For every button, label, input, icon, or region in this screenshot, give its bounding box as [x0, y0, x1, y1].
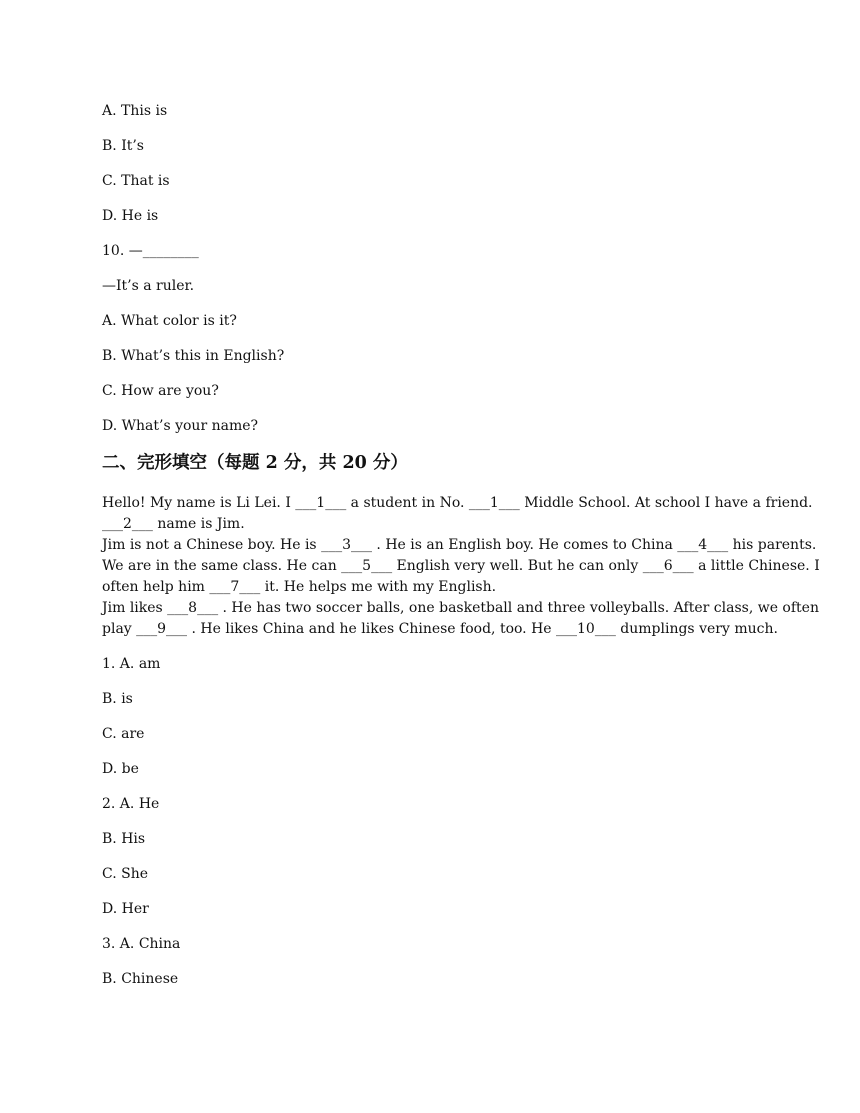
- passage-line: Jim likes ___8___ . He has two soccer balls, one basketball and three volleyballs. After class, we often: [102, 600, 819, 616]
- q1-option-c: C. are: [102, 726, 145, 742]
- passage-line: Jim is not a Chinese boy. He is ___3___ . He is an English boy. He comes to China ___4___ his parents.: [102, 537, 817, 553]
- q2-option-a: 2. A. He: [102, 796, 160, 812]
- q1-option-d: D. be: [102, 761, 139, 777]
- q9-option-d: D. He is: [102, 208, 159, 224]
- q1-option-a: 1. A. am: [102, 656, 161, 672]
- passage-line: We are in the same class. He can ___5___ English very well. But he can only ___6___ a little Chinese. I: [102, 558, 820, 574]
- passage-line: ___2___ name is Jim.: [102, 516, 245, 532]
- q1-option-b: B. is: [102, 691, 133, 707]
- passage-line: play ___9___ . He likes China and he likes Chinese food, too. He ___10___ dumplings very much.: [102, 621, 778, 637]
- passage-line: often help him ___7___ it. He helps me with my English.: [102, 579, 497, 595]
- q10-stem: 10. —________: [102, 243, 199, 259]
- q9-option-b: B. It’s: [102, 138, 144, 154]
- q2-option-d: D. Her: [102, 901, 149, 917]
- section-heading: 二、完形填空（每题 2 分，共 20 分）: [102, 453, 408, 473]
- q10-answer-line: —It’s a ruler.: [102, 278, 195, 294]
- q9-option-a: A. This is: [102, 103, 168, 119]
- q10-option-c: C. How are you?: [102, 383, 219, 399]
- q3-option-a: 3. A. China: [102, 936, 181, 952]
- q10-option-d: D. What’s your name?: [102, 418, 259, 434]
- passage-line: Hello! My name is Li Lei. I ___1___ a student in No. ___1___ Middle School. At school I have a friend.: [102, 495, 813, 511]
- q10-option-a: A. What color is it?: [102, 313, 237, 329]
- q9-option-c: C. That is: [102, 173, 170, 189]
- q2-option-b: B. His: [102, 831, 146, 847]
- q3-option-b: B. Chinese: [102, 971, 179, 987]
- q10-option-b: B. What’s this in English?: [102, 348, 285, 364]
- cloze-passage: [102, 493, 820, 640]
- q2-option-c: C. She: [102, 866, 149, 882]
